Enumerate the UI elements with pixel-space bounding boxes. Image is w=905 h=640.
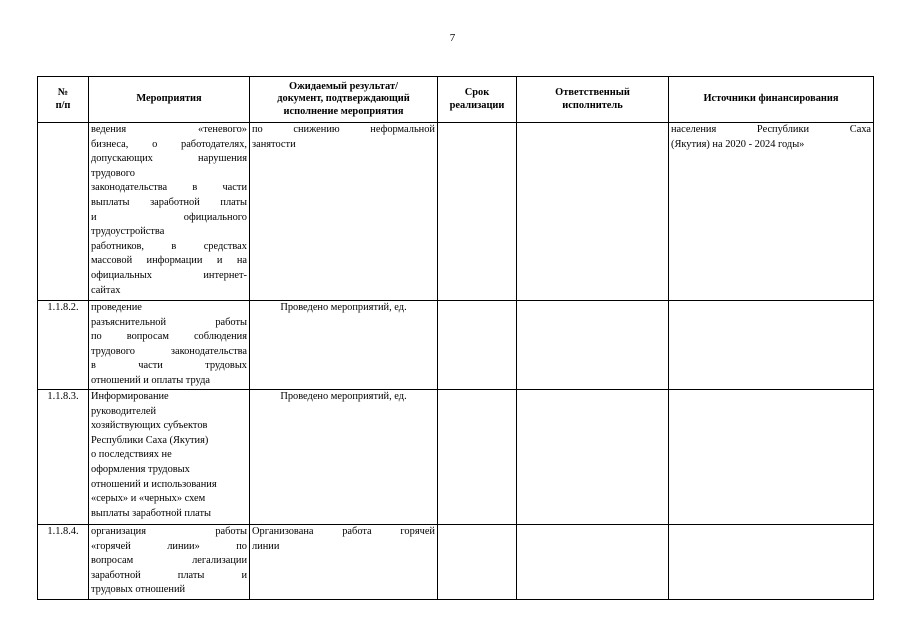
header-responsible: Ответственный исполнитель <box>517 77 669 123</box>
row-num: 1.1.8.2. <box>38 301 89 390</box>
row-result: Проведено мероприятий, ед. <box>250 301 438 390</box>
row-result: Проведено мероприятий, ед. <box>250 390 438 525</box>
row-deadline <box>438 390 517 525</box>
row-deadline <box>438 123 517 301</box>
row-result: по снижению неформальной занятости <box>250 123 438 301</box>
table-row <box>38 525 874 600</box>
table-header-row <box>38 77 874 123</box>
row-funding <box>669 301 874 390</box>
row-result: Организована работа горячей линии <box>250 525 438 600</box>
header-result: Ожидаемый результат/ документ, подтверждающий исполнение мероприятия <box>250 77 438 123</box>
row-deadline <box>438 525 517 600</box>
header-funding: Источники финансирования <box>669 77 874 123</box>
header-num: № п/п <box>38 77 89 123</box>
page-number: 7 <box>449 32 456 44</box>
row-num: 1.1.8.4. <box>38 525 89 600</box>
row-num: 1.1.8.3. <box>38 390 89 525</box>
row-deadline <box>438 301 517 390</box>
row-funding <box>669 525 874 600</box>
header-event: Мероприятия <box>89 77 250 123</box>
activities-table <box>37 76 874 600</box>
row-funding <box>669 390 874 525</box>
table-row <box>38 123 874 301</box>
row-responsible <box>517 525 669 600</box>
row-funding: населения Республики Саха (Якутия) на 2020 - 2024 годы» <box>669 123 874 301</box>
row-responsible <box>517 123 669 301</box>
row-responsible <box>517 390 669 525</box>
row-event: ведения «теневого» бизнеса, о работодателях, допускающих нарушения трудового законодательства в части выплаты заработной платы и официального трудоустройства работников, в средствах массовой информации и на официальных интернет- сайтах <box>89 123 250 301</box>
row-num <box>38 123 89 301</box>
row-responsible <box>517 301 669 390</box>
row-event: проведение разъяснительной работы по вопросам соблюдения трудового законодательства в части трудовых отношений и оплаты труда <box>89 301 250 390</box>
row-event: Информирование руководителей хозяйствующих субъектов Республики Саха (Якутия) о последствиях не оформления трудовых отношений и использования «серых» и «черных» схем выплаты заработной платы <box>89 390 250 525</box>
table-row <box>38 301 874 390</box>
table-row <box>38 390 874 525</box>
row-event: организация работы «горячей линии» по вопросам легализации заработной платы и трудовых отношений <box>89 525 250 600</box>
header-deadline: Срок реализации <box>438 77 517 123</box>
